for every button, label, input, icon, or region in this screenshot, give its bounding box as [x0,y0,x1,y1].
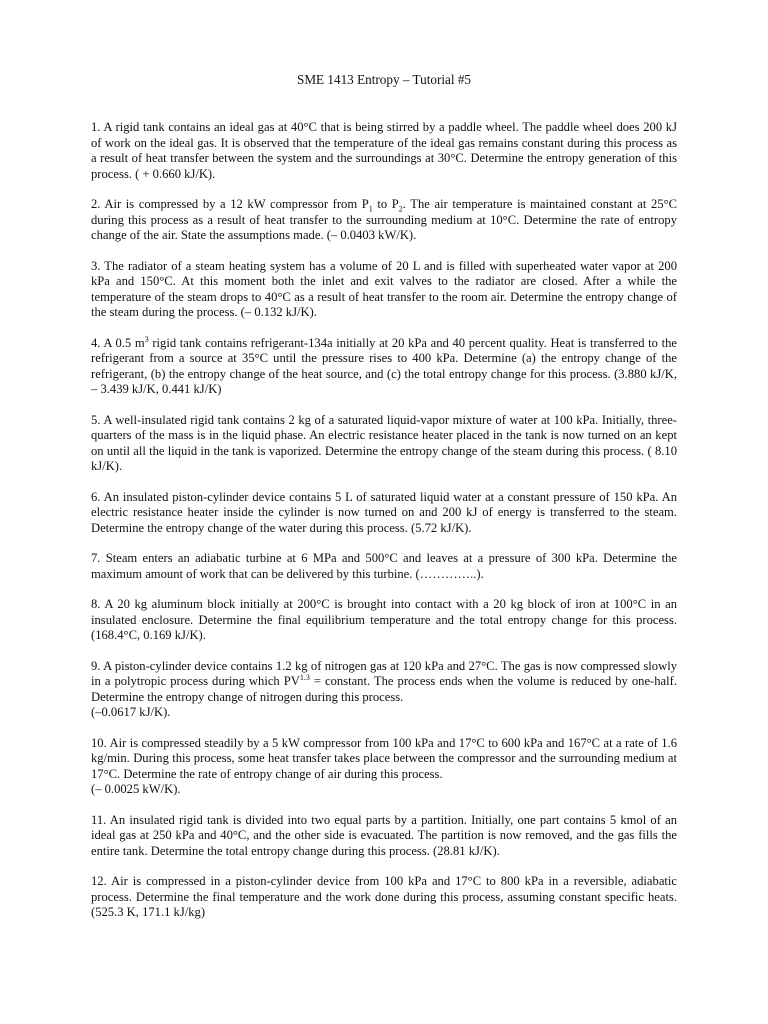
problem-2-sub-1: 1 [368,204,373,214]
problem-10-text: 10. Air is compressed steadily by a 5 kW compressor from 100 kPa and 17°C to 600 kPa and 167°C at a rate of 1.6 kg/min. During this process, some heat transfer takes place between the compressor and the surrounding medium at 17°C. Determine the rate of entropy change of air during this process. [91,735,677,781]
problem-10 [91,736,677,798]
problem-4 [91,336,677,398]
document-page [91,72,677,936]
problem-10-answer: (– 0.0025 kW/K). [91,782,181,796]
problem-2-text-a: 2. Air is compressed by a 12 kW compressor from P [91,197,369,211]
problem-2-text-c: . The air temperature is maintained constant at 25°C during this process as a result of heat transfer to the surrounding medium at 10°C. Determine the rate of entropy change of the air. State the assumptions made. (– 0.0403 kW/K). [91,197,677,242]
problem-2-sub-2: 2 [398,204,403,214]
problem-9-text-b: = constant. The process ends when the volume is reduced by one-half. Determine the entropy change of nitrogen during this process. [91,674,677,704]
problem-9 [91,659,677,721]
problem-3: 3. The radiator of a steam heating system has a volume of 20 L and is filled with superheated water vapor at 200 kPa and 150°C. At this moment both the inlet and exit valves to the radiator are closed. After a while the temperature of the steam drops to 40°C as a result of heat transfer to the room air. Determine the entropy change of the steam during the process. (– 0.132 kJ/K). [91,258,677,319]
problem-6: 6. An insulated piston-cylinder device contains 5 L of saturated liquid water at a constant pressure of 150 kPa. An electric resistance heater inside the cylinder is now turned on and 200 kJ of energy is transferred to the steam. Determine the entropy change of the water during this process. (5.72 kJ/K). [91,489,677,535]
problem-1: 1. A rigid tank contains an ideal gas at 40°C that is being stirred by a paddle wheel. The paddle wheel does 200 kJ of work on the ideal gas. It is observed that the temperature of the ideal gas remains constant during this process as a result of heat transfer between the system and the surroundings at 30°C. Determine the entropy generation of this process. ( + 0.660 kJ/K). [91,120,677,181]
problem-7: 7. Steam enters an adiabatic turbine at 6 MPa and 500°C and leaves at a pressure of 300 kPa. Determine the maximum amount of work that can be delivered by this turbine. (…………..). [91,551,677,581]
problem-9-sup-1: 1.3 [299,672,310,682]
problem-4-text-a: 4. A 0.5 m [91,335,145,350]
problem-4-text-b: rigid tank contains refrigerant-134a initially at 20 kPa and 40 percent quality. Heat is transferred to the refrigerant from a source at 35°C until the pressure rises to 400 kPa. Determine (a) the entropy change of the refrigerant, (b) the entropy change of the heat source, and (c) the total entropy change for this process. (3.880 kJ/K, – 3.439 kJ/K, 0.441 kJ/K) [91,335,677,396]
problem-11: 11. An insulated rigid tank is divided into two equal parts by a partition. Initially, one part contains 5 kmol of an ideal gas at 250 kPa and 40°C, and the other side is evacuated. The partition is now removed, and the gas fills the entire tank. Determine the total entropy change during this process. (28.81 kJ/K). [91,812,677,858]
problem-9-answer: (–0.0617 kJ/K). [91,705,171,719]
problem-2 [91,197,677,244]
problem-12: 12. Air is compressed in a piston-cylinder device from 100 kPa and 17°C to 800 kPa in a reversible, adiabatic process. Determine the final temperature and the work done during this process, assuming constant specific heats. (525.3 K, 171.1 kJ/kg) [91,874,677,919]
problem-9-text-a: 9. A piston-cylinder device contains 1.2 kg of nitrogen gas at 120 kPa and 27°C. The gas is now compressed slowly in a polytropic process during which PV [91,658,677,688]
problem-5: 5. A well-insulated rigid tank contains 2 kg of a saturated liquid-vapor mixture of water at 100 kPa. Initially, three-quarters of the mass is in the liquid phase. An electric resistance heater placed in the tank is now turned on an kept on until all the liquid in the tank is vaporized. Determine the entropy change of the steam during this process. ( 8.10 kJ/K). [91,412,677,473]
problem-8: 8. A 20 kg aluminum block initially at 200°C is brought into contact with a 20 kg block of iron at 100°C in an insulated enclosure. Determine the final equilibrium temperature and the total entropy change for this process. (168.4°C, 0.169 kJ/K). [91,597,677,642]
page-title: SME 1413 Entropy – Tutorial #5 [296,72,472,87]
problem-4-sup-1: 3 [144,334,149,344]
problem-2-text-b: to P [372,197,399,211]
